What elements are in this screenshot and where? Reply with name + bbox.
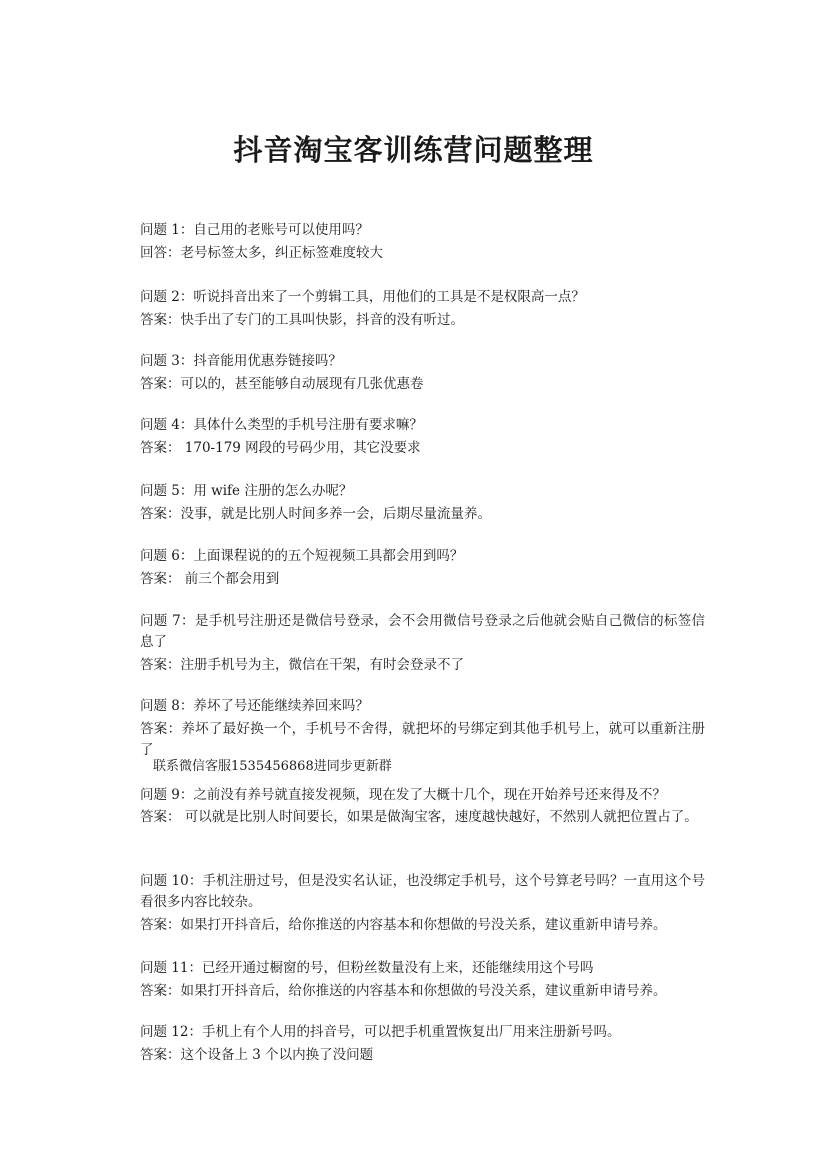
answer-7: 答案：注册手机号为主，微信在干架，有时会登录不了	[140, 657, 464, 673]
question-11: 问题 11：已经开通过橱窗的号，但粉丝数量没有上来，还能继续用这个号吗	[140, 960, 594, 976]
answer-9: 答案： 可以就是比别人时间要长，如果是做淘宝客，速度越快越好，不然别人就把位置占了。	[140, 809, 698, 825]
answer-5: 答案：没事，就是比别人时间多养一会，后期尽量流量养。	[140, 506, 491, 522]
question-5: 问题 5：用 wife 注册的怎么办呢？	[140, 483, 353, 499]
question-4: 问题 4：具体什么类型的手机号注册有要求嘛？	[140, 417, 423, 433]
question-8: 问题 8：养坏了号还能继续养回来吗？	[140, 698, 369, 714]
question-10: 问题 10：手机注册过号，但是没实名认证，也没绑定手机号，这个号算老号吗？一直用这个号看很多内容比较杂。	[140, 873, 705, 910]
contact-note: 联系微信客服1535456868进同步更新群	[153, 759, 392, 774]
answer-3: 答案：可以的，甚至能够自动展现有几张优惠卷	[140, 376, 424, 392]
question-6: 问题 6：上面课程说的的五个短视频工具都会用到吗？	[140, 548, 464, 564]
answer-1: 回答：老号标签太多，纠正标签难度较大	[140, 245, 383, 261]
answer-4: 答案： 170-179 网段的号码少用，其它没要求	[140, 440, 421, 456]
answer-11: 答案：如果打开抖音后，给你推送的内容基本和你想做的号没关系，建议重新申请号养。	[140, 983, 667, 999]
answer-2: 答案：快手出了专门的工具叫快影，抖音的没有听过。	[140, 312, 464, 328]
document-title: 抖音淘宝客训练营问题整理	[233, 133, 594, 167]
question-12: 问题 12：手机上有个人用的抖音号，可以把手机重置恢复出厂用来注册新号吗。	[140, 1024, 621, 1040]
question-7: 问题 7：是手机号注册还是微信号登录，会不会用微信号登录之后他就会贴自己微信的标签信息了	[140, 613, 705, 650]
question-2: 问题 2：听说抖音出来了一个剪辑工具，用他们的工具是不是权限高一点？	[140, 289, 585, 305]
answer-12: 答案：这个设备上 3 个以内换了没问题	[140, 1047, 374, 1063]
question-3: 问题 3：抖音能用优惠券链接吗？	[140, 353, 342, 369]
question-9: 问题 9：之前没有养号就直接发视频，现在发了大概十几个，现在开始养号还来得及不？	[140, 787, 666, 803]
answer-10: 答案：如果打开抖音后，给你推送的内容基本和你想做的号没关系，建议重新申请号养。	[140, 917, 667, 933]
question-1: 问题 1：自己用的老账号可以使用吗？	[140, 222, 369, 238]
answer-6: 答案： 前三个都会用到	[140, 571, 280, 587]
answer-8: 答案：养坏了最好换一个，手机号不舍得，就把坏的号绑定到其他手机号上，就可以重新注册了	[140, 721, 705, 758]
